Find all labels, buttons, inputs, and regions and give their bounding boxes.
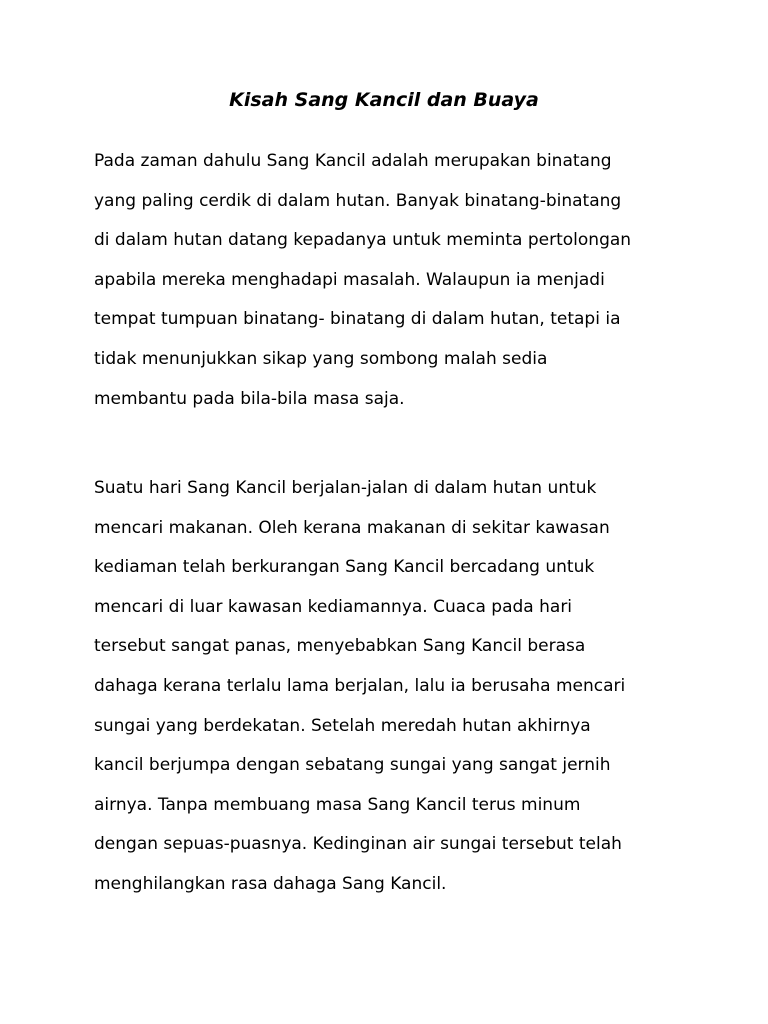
paragraph-line: di dalam hutan datang kepadanya untuk meminta pertolongan xyxy=(94,230,632,251)
paragraph-line: tempat tumpuan binatang- binatang di dalam hutan, tetapi ia xyxy=(94,309,621,330)
paragraph-2 xyxy=(94,469,625,905)
document-title: Kisah Sang Kancil dan Buaya xyxy=(229,89,539,111)
paragraph-line: kancil berjumpa dengan sebatang sungai yang sangat jernih xyxy=(94,755,611,776)
paragraph-line: yang paling cerdik di dalam hutan. Banyak binatang-binatang xyxy=(94,190,622,211)
paragraph-line: menghilangkan rasa dahaga Sang Kancil. xyxy=(94,873,447,894)
paragraph-line: tidak menunjukkan sikap yang sombong malah sedia xyxy=(94,348,548,369)
paragraph-line: kediaman telah berkurangan Sang Kancil bercadang untuk xyxy=(94,557,595,578)
paragraph-line: airnya. Tanpa membuang masa Sang Kancil terus minum xyxy=(94,794,581,815)
paragraph-line: tersebut sangat panas, menyebabkan Sang Kancil berasa xyxy=(94,636,586,657)
paragraph-line: Pada zaman dahulu Sang Kancil adalah merupakan binatang xyxy=(94,151,612,171)
paragraph-line: dengan sepuas-puasnya. Kedinginan air sungai tersebut telah xyxy=(94,834,622,855)
paragraph-line: mencari di luar kawasan kediamannya. Cuaca pada hari xyxy=(94,596,573,617)
paragraph-line: mencari makanan. Oleh kerana makanan di sekitar kawasan xyxy=(94,517,610,538)
paragraph-line: sungai yang berdekatan. Setelah meredah hutan akhirnya xyxy=(94,715,591,736)
paragraph-line: apabila mereka menghadapi masalah. Walaupun ia menjadi xyxy=(94,269,605,290)
paragraph-line: dahaga kerana terlalu lama berjalan, lalu ia berusaha mencari xyxy=(94,675,626,696)
paragraph-1 xyxy=(94,142,631,419)
paragraph-line: membantu pada bila-bila masa saja. xyxy=(94,388,405,409)
paragraph-line: Suatu hari Sang Kancil berjalan-jalan di dalam hutan untuk xyxy=(94,478,597,498)
